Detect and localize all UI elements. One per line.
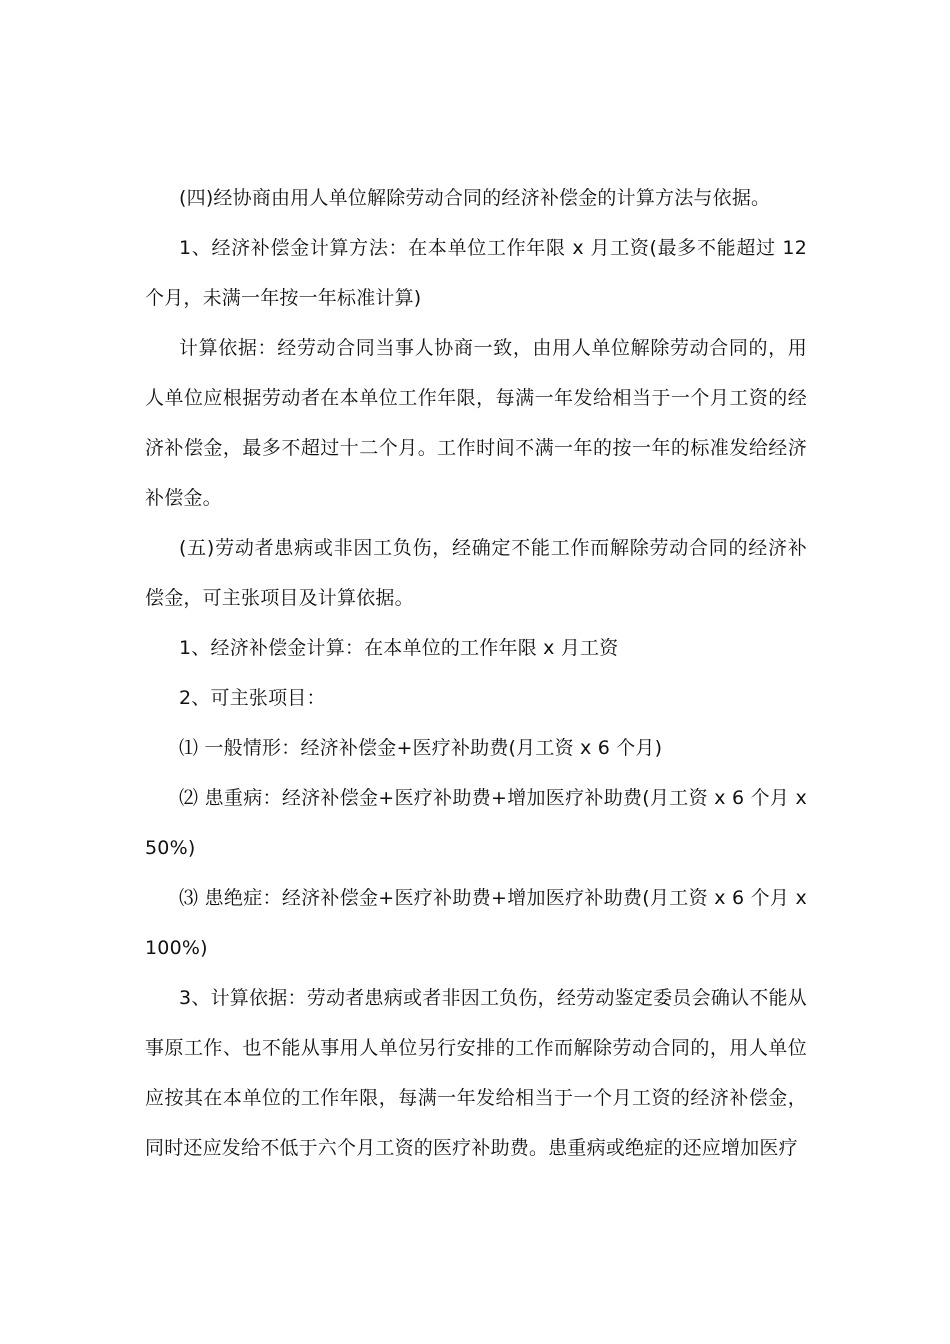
- paragraph-section-5-heading: (五)劳动者患病或非因工负伤，经确定不能工作而解除劳动合同的经济补偿金，可主张项目及计算依据。: [145, 537, 807, 609]
- paragraph-claimable-items: 2、可主张项目：: [179, 687, 326, 709]
- paragraph-compensation-calc: 1、经济补偿金计算：在本单位的工作年限 x 月工资: [179, 637, 619, 659]
- paragraph-calc-basis-illness: 3、计算依据：劳动者患病或者非因工负伤，经劳动鉴定委员会确认不能从事原工作、也不能从事用人单位另行安排的工作而解除劳动合同的，用人单位应按其在本单位的工作年限，每满一年发给相当于一个月工资的经济补偿金，同时还应发给不低于六个月工资的医疗补助费。患重病或绝症的还应增加医疗: [145, 987, 807, 1159]
- paragraph-item-serious-illness: ⑵ 患重病：经济补偿金+医疗补助费+增加医疗补助费(月工资 x 6 个月 x 50%): [145, 787, 807, 859]
- paragraph-calc-method: 1、经济补偿金计算方法：在本单位工作年限 x 月工资(最多不能超过 12 个月，未满一年按一年标准计算): [145, 237, 807, 309]
- paragraph-section-4-heading: (四)经协商由用人单位解除劳动合同的经济补偿金的计算方法与依据。: [179, 187, 771, 209]
- document-body: [145, 173, 807, 1173]
- paragraph-item-general: ⑴ 一般情形：经济补偿金+医疗补助费(月工资 x 6 个月): [179, 737, 663, 759]
- paragraph-calc-basis: 计算依据：经劳动合同当事人协商一致，由用人单位解除劳动合同的，用人单位应根据劳动者在本单位工作年限，每满一年发给相当于一个月工资的经济补偿金，最多不超过十二个月。工作时间不满一年的按一年的标准发给经济补偿金。: [145, 337, 807, 509]
- paragraph-item-terminal-illness: ⑶ 患绝症：经济补偿金+医疗补助费+增加医疗补助费(月工资 x 6 个月 x 100%): [145, 887, 807, 959]
